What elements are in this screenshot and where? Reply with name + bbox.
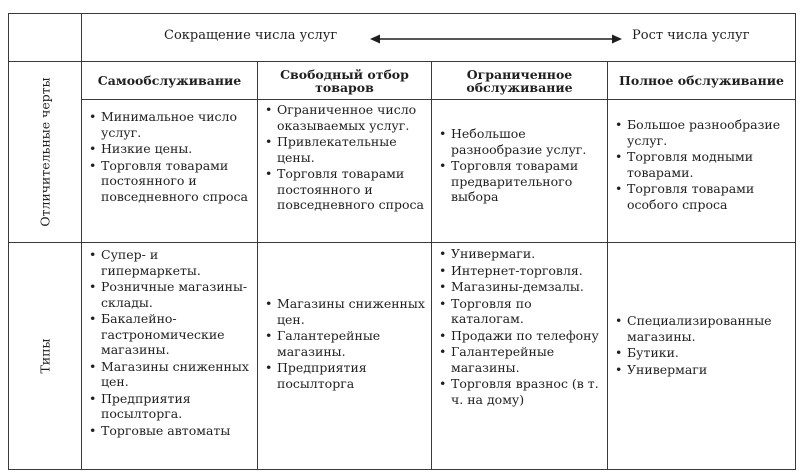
list-item: • Универмаги. [438,246,603,262]
list-item: • Торговля по каталогам. [438,296,603,327]
list-item: • Небольшое разнообразие услуг. [438,126,603,157]
spectrum-right-label: Рост числа услуг [632,28,750,43]
list-item: • Галантерейные магазины. [438,344,603,375]
list-item: • Низкие цены. [88,141,253,157]
list-item: • Розничные магазины-склады. [88,279,253,310]
column-header-free-selection: Свободный отбор товаров [258,62,432,100]
list-item: • Универмаги [614,362,791,378]
list-item: • Продажи по телефону [438,328,603,344]
service-spectrum [82,14,795,61]
list-item: • Торговля товарами предварительного выбора [438,158,603,205]
list-item: • Большое разнообразие услуг. [614,117,791,148]
types-cell-self-service [82,243,258,470]
list-item: • Торговля товарами постоянного и повседневного спроса [88,158,253,205]
features-cell-free-selection [258,100,432,243]
list-item: • Магазины сниженных цен. [264,296,427,327]
row-label-features [9,62,82,243]
column-header-row [9,62,796,100]
row-label-types-text: Типы [37,338,53,374]
corner-cell [9,14,82,62]
list-item: • Ограниченное число оказываемых услуг. [264,102,427,133]
features-row [9,100,796,243]
features-cell-full-service [608,100,796,243]
types-row [9,243,796,470]
types-cell-limited-service [432,243,608,470]
list-item: • Супер- и гипермаркеты. [88,247,253,278]
features-cell-limited-service [432,100,608,243]
list-item: • Торговля товарами постоянного и повседневного спроса [264,166,427,213]
list-item: • Торговые автоматы [88,423,253,439]
types-cell-free-selection [258,243,432,470]
list-item: • Предприятия посылторга. [88,391,253,422]
list-item: • Магазины сниженных цен. [88,359,253,390]
list-item: • Торговля товарами особого спроса [614,181,791,212]
list-item: • Бакалейно-гастрономические магазины. [88,311,253,358]
list-item: • Торговля модными товарами. [614,149,791,180]
spectrum-row [9,14,796,62]
list-item: • Минимальное число услуг. [88,109,253,140]
spectrum-left-label: Сокращение числа услуг [164,28,338,43]
retail-services-table [8,13,796,470]
column-header-self-service: Самообслуживание [82,62,258,100]
types-cell-full-service [608,243,796,470]
double-arrow-icon [370,32,622,46]
column-header-limited-service: Ограниченное обслуживание [432,62,608,100]
list-item: • Бутики. [614,345,791,361]
list-item: • Галантерейные магазины. [264,328,427,359]
row-label-features-text: Отличительные черты [37,77,53,227]
list-item: • Привлекательные цены. [264,134,427,165]
list-item: • Специализированные магазины. [614,313,791,344]
column-header-full-service: Полное обслуживание [608,62,796,100]
spectrum-cell [82,14,796,62]
list-item: • Предприятия посылторга [264,360,427,391]
features-cell-self-service [82,100,258,243]
list-item: • Интернет-торговля. [438,263,603,279]
list-item: • Магазины-демзалы. [438,279,603,295]
row-label-types [9,243,82,470]
list-item: • Торговля вразнос (в т. ч. на дому) [438,376,603,407]
